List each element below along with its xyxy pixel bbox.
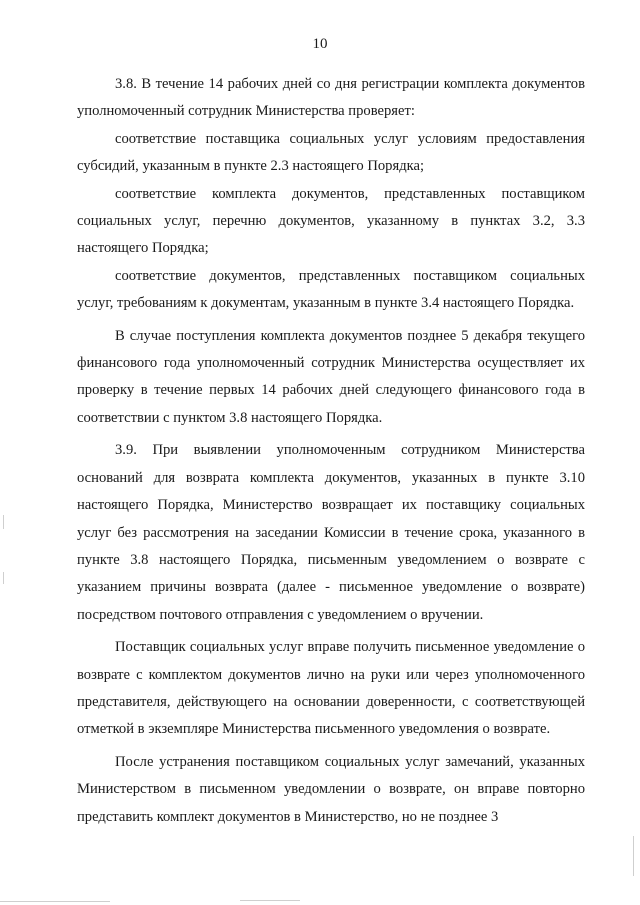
document-body — [77, 71, 585, 831]
scan-edge-mark-bottom — [0, 901, 110, 902]
paragraph-resubmission: После устранения поставщиком социальных услуг замечаний, указанных Министерством в письменном уведомлении о возврате, он вправе повторно представить комплект документов в Министерство, но не позднее 3 — [77, 753, 585, 825]
scan-edge-mark-right — [633, 836, 634, 876]
paragraph-3-9: 3.9. При выявлении уполномоченным сотрудником Министерства оснований для возврата комплекта документов, указанных в пункте 3.10 настоящего Порядка, Министерство возвращает их поставщику социальных услуг без рассмотрения на заседании Комиссии в течение срока, указанного в пункте 3.8 настоящего Порядка, письменным уведомлением о возврате с указанием причины возврата (далее - письменное уведомление о возврате) посредством почтового отправления с уведомлением о вручении. — [77, 442, 585, 623]
paragraph-3-8: 3.8. В течение 14 рабочих дней со дня регистрации комплекта документов уполномоченный сотрудник Министерства проверяет: — [77, 76, 585, 120]
page-number: 10 — [312, 36, 328, 52]
scan-edge-mark-left-1 — [3, 515, 4, 529]
scan-edge-mark-left-2 — [3, 572, 4, 584]
paragraph-check-document-list: соответствие комплекта документов, представленных поставщиком социальных услуг, перечню документов, указанному в пунктах 3.2, 3.3 настоящего Порядка; — [77, 185, 585, 257]
paragraph-return-notice-receipt: Поставщик социальных услуг вправе получить письменное уведомление о возврате с комплектом документов лично на руки или через уполномоченного представителя, действующего на основании доверенности, с соответствующей отметкой в экземпляре Министерства письменного уведомления о возврате. — [77, 639, 585, 738]
scan-edge-mark-bottom-2 — [240, 900, 300, 901]
paragraph-check-requirements: соответствие документов, представленных поставщиком социальных услуг, требованиям к документам, указанным в пункте 3.4 настоящего Порядка. — [77, 267, 585, 312]
paragraph-check-conditions: соответствие поставщика социальных услуг условиям предоставления субсидий, указанным в пункте 2.3 настоящего Порядка; — [77, 130, 585, 175]
paragraph-december-deadline: В случае поступления комплекта документов позднее 5 декабря текущего финансового года уполномоченный сотрудник Министерства осуществляет их проверку в течение первых 14 рабочих дней следующего финансового года в соответствии с пунктом 3.8 настоящего Порядка. — [77, 327, 585, 426]
